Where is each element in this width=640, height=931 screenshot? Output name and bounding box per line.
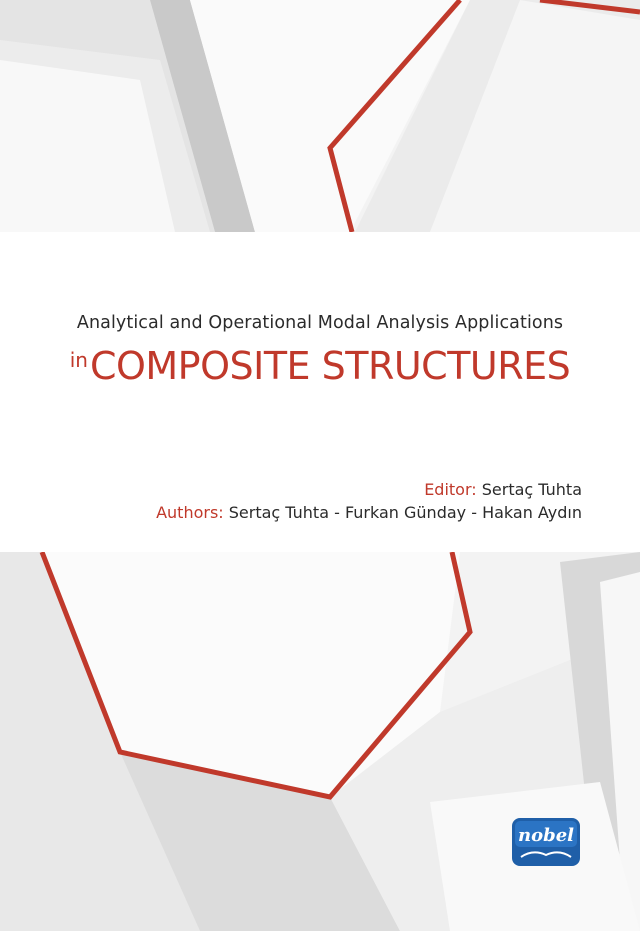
title-prefix: in [69, 348, 88, 372]
book-subtitle: Analytical and Operational Modal Analysis Applications [76, 313, 564, 333]
top-geometric-artwork [0, 0, 640, 232]
book-title [0, 344, 640, 388]
title-main: COMPOSITE STRUCTURES [89, 344, 571, 388]
editor-name: Sertaç Tuhta [481, 480, 582, 499]
publisher-logo [511, 817, 581, 867]
authors-credit [156, 503, 582, 522]
authors-names: Sertaç Tuhta - Furkan Günday - Hakan Aydın [228, 503, 582, 522]
bottom-geometric-artwork [0, 552, 640, 931]
authors-role-label: Authors: [156, 503, 224, 522]
editor-credit [424, 480, 582, 499]
editor-role-label: Editor: [424, 480, 477, 499]
publisher-logo-text: nobel [518, 825, 574, 846]
